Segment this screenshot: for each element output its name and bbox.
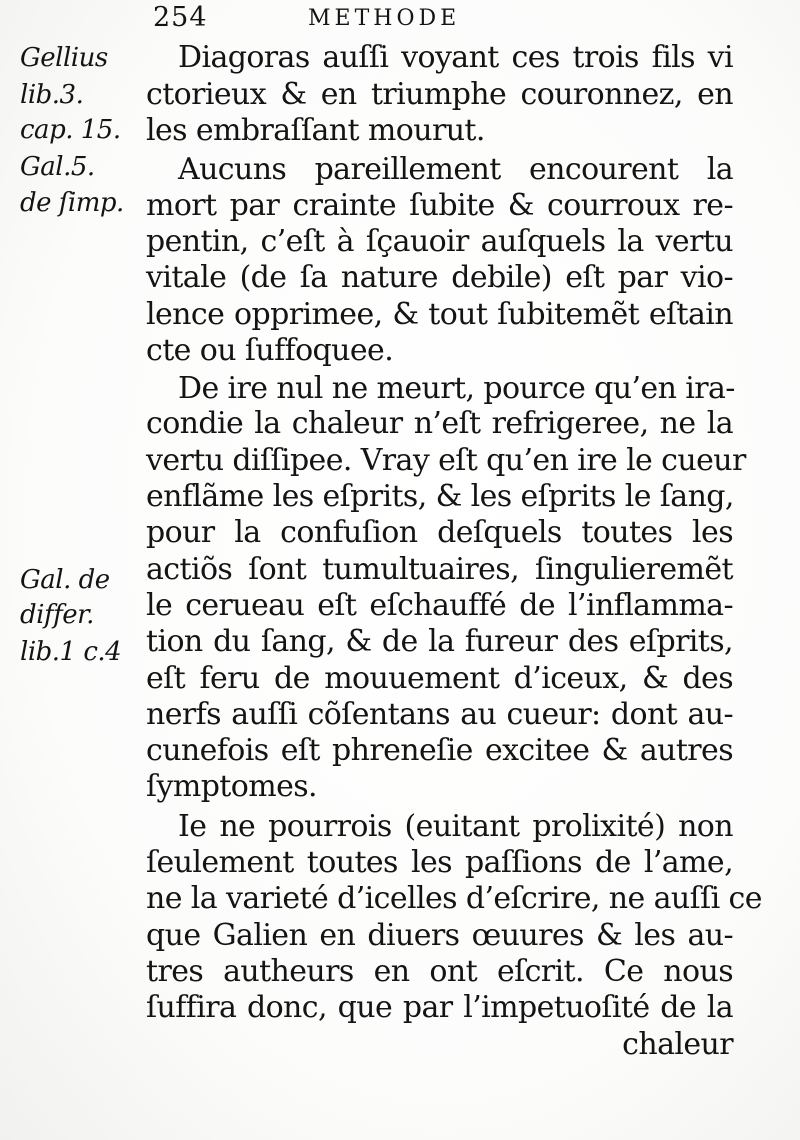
text-line: que Galien en diuers œuures & les au- [146,918,733,953]
margin-note: differ. [20,600,94,630]
page-header [0,2,800,36]
text-line: cunefois eſt phreneſie excitee & autres [146,733,733,768]
text-line: enflãme les eſprits, & les eſprits le ſang, [146,479,734,514]
text-line: pentin, c’eſt à ſçauoir auſquels la vertu [146,224,733,259]
text-line: condie la chaleur n’eſt refrigeree, ne la [146,406,733,441]
text-line: ſeulement toutes les paſſions de l’ame, [146,845,733,880]
text-line: nerfs auſſi cõſentans au cueur: dont au- [146,697,733,732]
text-line: De ire nul ne meurt, pource qu’en ira- [178,371,735,406]
text-line: Ie ne pourrois (euitant prolixité) non [178,809,733,844]
text-line: vertu diſſipee. Vray eſt qu’en ire le cueur [146,443,746,478]
text-line: vitale (de ſa nature debile) eſt par vio- [146,260,733,295]
margin-note: Gal. de [20,565,110,595]
page-number: 254 [153,2,208,33]
running-head: METHODE [308,6,461,31]
text-line: le cerueau eſt eſchauffé de l’inflamma- [146,588,733,623]
text-line: lence opprimee, & tout ſubitemẽt eſtain [146,297,733,332]
text-line: tres autheurs en ont eſcrit. Ce nous [146,954,733,989]
margin-note: lib.1 c.4 [20,637,122,667]
text-line: ne la varieté d’icelles d’eſcrire, ne auſſi ce [146,881,762,916]
text-line: pour la confuſion deſquels toutes les [146,515,733,550]
catchword: chaleur [622,1027,733,1062]
text-line: tion du ſang, & de la fureur des eſprits, [146,624,733,659]
margin-note: cap. 15. [20,115,121,145]
margin-note: Gal.5. [20,152,95,182]
text-line: Diagoras auſſi voyant ces trois fils vi [178,40,733,75]
margin-note: de ſimp. [20,188,124,218]
text-line: eſt feru de mouuement d’iceux, & des [146,661,733,696]
text-line: ſuffira donc, que par l’impetuoſité de la [146,990,733,1025]
text-line: ctorieux & en triumphe couronnez, en [146,77,733,112]
text-line: mort par crainte ſubite & courroux re- [146,188,733,223]
text-line: ſymptomes. [146,769,317,804]
text-line: les embraſſant mourut. [146,113,485,148]
margin-note: lib.3. [20,80,84,110]
text-line: cte ou ſuffoquee. [146,333,394,368]
text-line: Aucuns pareillement encourent la [178,152,733,187]
margin-note: Gellius [20,43,108,73]
text-line: actiõs ſont tumultuaires, ſingulieremẽt [146,552,733,587]
